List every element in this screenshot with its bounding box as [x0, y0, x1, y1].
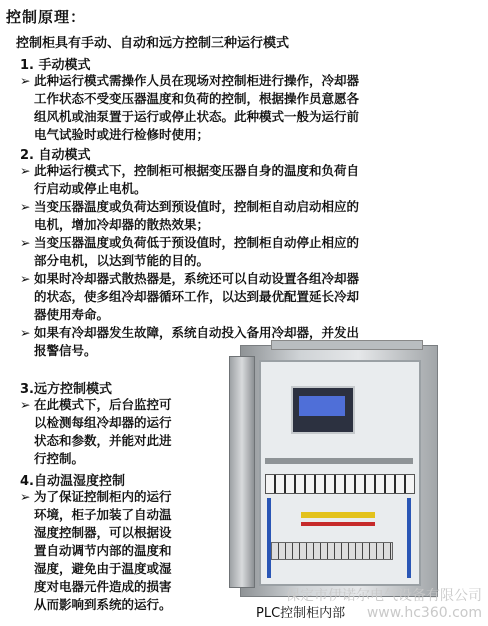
bullet-arrow-icon: ➢ — [20, 271, 31, 286]
cabinet-interior — [259, 360, 421, 586]
page-subtitle: 控制柜具有手动、自动和远方控制三种运行模式 — [16, 36, 290, 51]
bullet-arrow-icon: ➢ — [20, 199, 31, 214]
watermark-url: www.hc360.com — [366, 605, 482, 621]
section-heading-manual: 1. 手动模式 — [20, 58, 91, 73]
page-title: 控制原理： — [6, 8, 87, 26]
bullet-auto-1: ➢ 此种运行模式下，控制柜可根据变压器自身的温度和负荷自 行启动或停止电机。 — [20, 163, 360, 196]
bullet-arrow-icon: ➢ — [20, 235, 31, 250]
breaker-row — [265, 474, 415, 494]
blue-wire — [267, 498, 271, 578]
bullet-auto-2: ➢ 当变压器温度或负荷达到预设值时，控制柜自动启动相应的 电机，增加冷却器的散热效果； — [20, 199, 360, 232]
bullet-arrow-icon: ➢ — [20, 397, 31, 412]
busbar-red — [301, 522, 375, 526]
terminal-block — [271, 542, 393, 560]
cabinet-roof — [271, 340, 423, 350]
section-heading-auto: 2. 自动模式 — [20, 148, 91, 163]
blue-wire — [407, 498, 411, 578]
bullet-remote-1: ➢ 在此模式下，后台监控可 以检测每组冷却器的运行 状态和参数，并能对此进 行控制。 — [20, 397, 172, 466]
bullet-arrow-icon: ➢ — [20, 73, 31, 88]
din-rail — [265, 458, 413, 464]
section-heading-humidity: 4.自动温湿度控制 — [20, 474, 125, 489]
cabinet-photo — [240, 345, 438, 597]
bullet-auto-3: ➢ 当变压器温度或负荷低于预设值时，控制柜自动停止相应的 部分电机，以达到节能的目的。 — [20, 235, 360, 268]
bullet-auto-5: ➢ 如果有冷却器发生故障，系统自动投入备用冷却器，并发出 报警信号。 — [20, 325, 360, 358]
bullet-auto-4: ➢ 如果时冷却器式散热器是，系统还可以自动设置各组冷却器 的状态，使多组冷却器循环工作，以达到最优配置延长冷却 器使用寿命。 — [20, 271, 360, 322]
bullet-manual-1: ➢ 此种运行模式需操作人员在现场对控制柜进行操作，冷却器 工作状态不受变压器温度和负荷的控制，根据操作员意愿各 组风机或油泵置于运行或停止状态。此种模式一般为运行前 电气试验时或进行检修时使用； — [20, 73, 360, 142]
plc-display-panel — [291, 386, 355, 434]
cabinet-door — [229, 356, 255, 588]
watermark-company: 保定市伊诺尔电气设备有限公司 — [286, 588, 482, 604]
bullet-humidity-1: ➢ 为了保证控制柜内的运行 环境，柜子加装了自动温 湿度控制器，可以根据设 置自动调节内部的温度和 湿度，避免由于温度或湿 度对电器元件造成的损害 从而影响到系统的运行。 — [20, 489, 172, 612]
watermark — [286, 588, 482, 622]
plc-screen — [299, 396, 345, 416]
bullet-arrow-icon: ➢ — [20, 325, 31, 340]
bullet-arrow-icon: ➢ — [20, 163, 31, 178]
bullet-arrow-icon: ➢ — [20, 489, 31, 504]
photo-caption: PLC控制柜内部 — [256, 606, 346, 621]
busbar-yellow — [301, 512, 375, 518]
section-heading-remote: 3.远方控制模式 — [20, 382, 112, 397]
